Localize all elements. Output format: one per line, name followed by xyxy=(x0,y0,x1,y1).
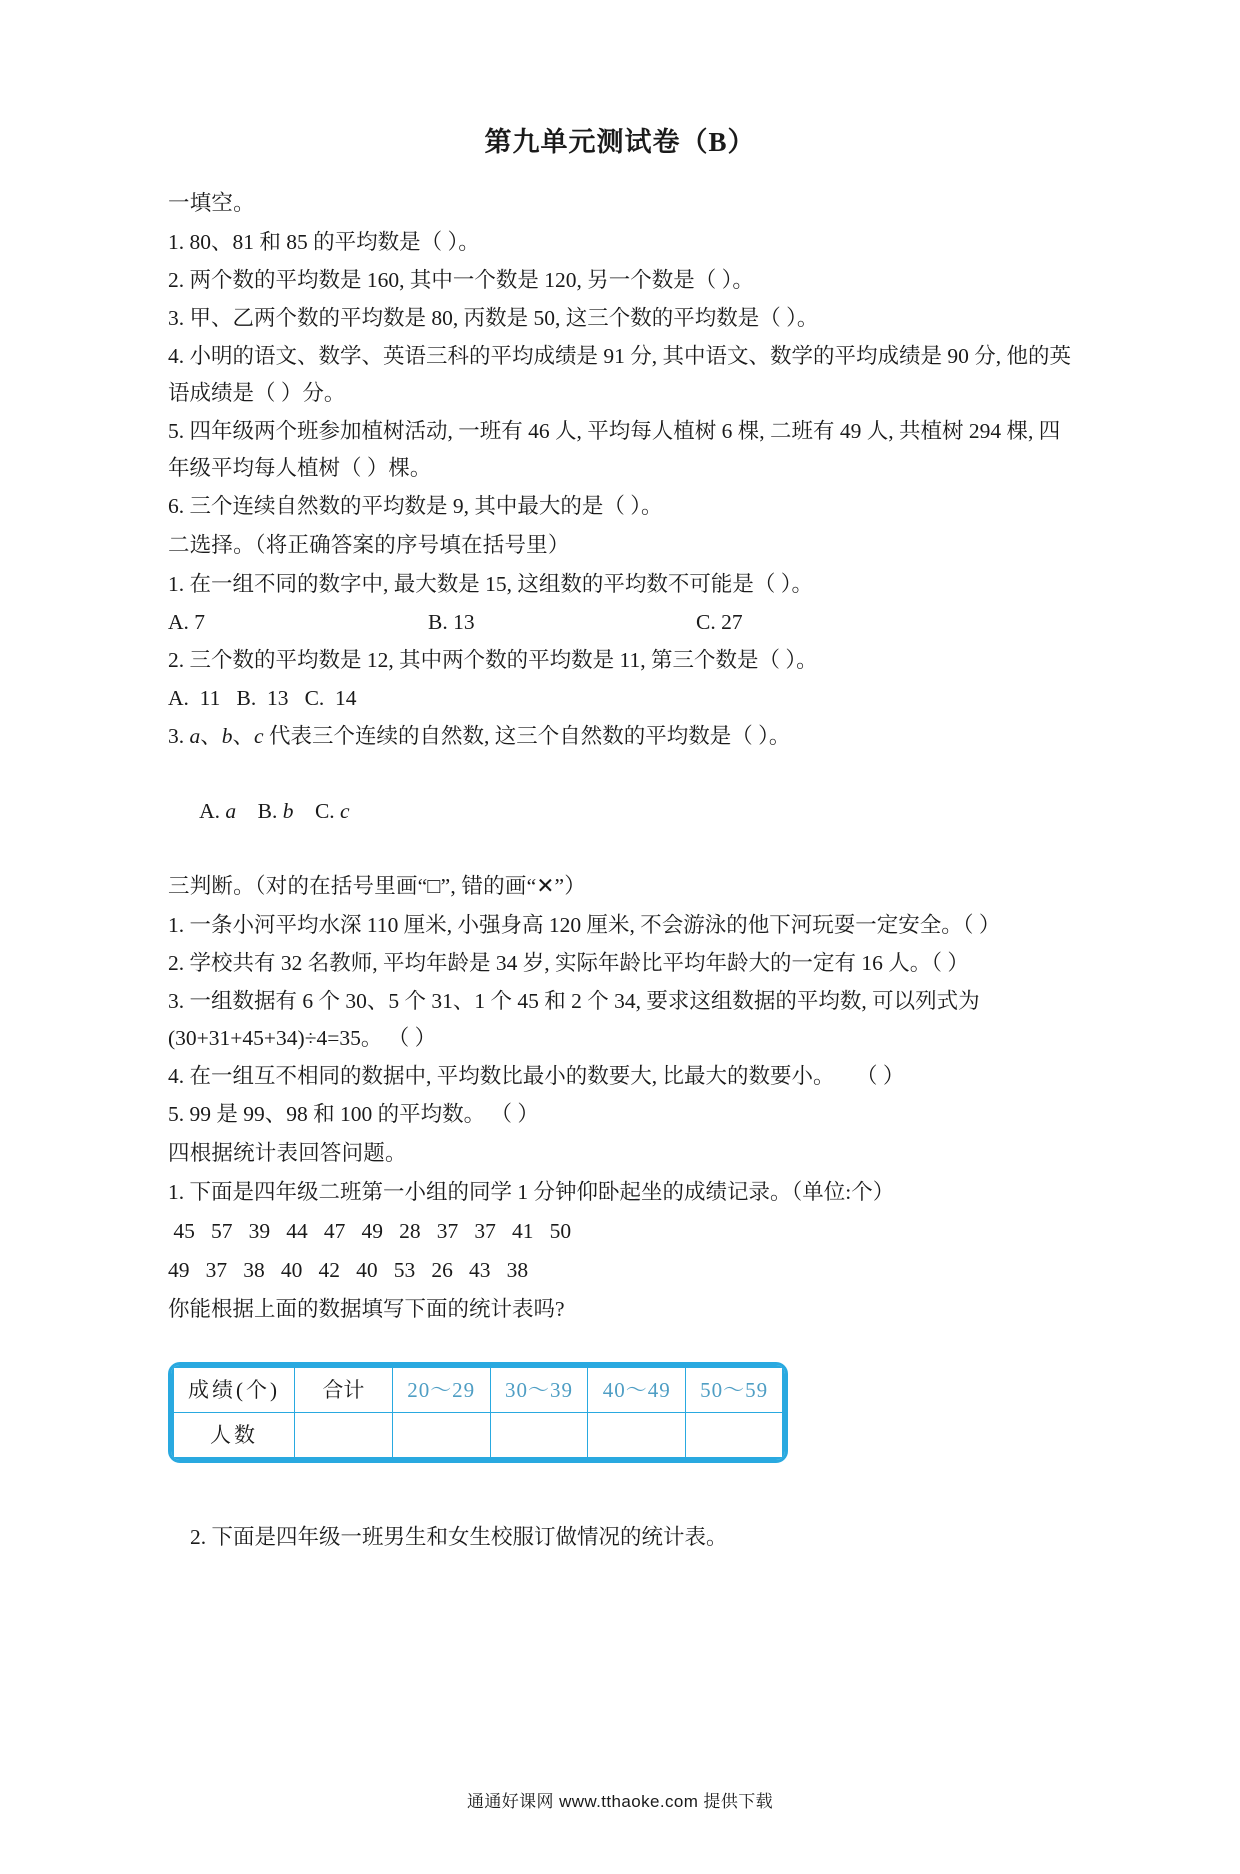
choice-3-option-b-value: b xyxy=(282,798,294,823)
fill-item-1: 1. 80、81 和 85 的平均数是（ ）。 xyxy=(168,229,480,254)
judge-item-1: 1. 一条小河平均水深 110 厘米, 小强身高 120 厘米, 不会游泳的他下河玩耍一定安全。（ ） xyxy=(168,913,1001,938)
table-header-score: 成绩(个) xyxy=(173,1367,295,1413)
choice-1-option-a[interactable]: A. 7 xyxy=(168,609,206,634)
table-header-total: 合计 xyxy=(295,1367,393,1413)
choice-3-var-c: c xyxy=(254,723,264,748)
table-cell-40-49[interactable] xyxy=(588,1413,686,1459)
statistics-table-wrap xyxy=(168,1362,1072,1475)
worksheet-content xyxy=(168,185,1072,1556)
table-cell-50-59[interactable] xyxy=(686,1413,784,1459)
choice-item-3 xyxy=(168,718,1072,755)
stats-question-2: 2. 下面是四年级一班男生和女生校服订做情况的统计表。 xyxy=(190,1525,728,1550)
section-heading-judge: 三判断。（对的在括号里画“□”, 错的画“✕”） xyxy=(168,874,586,899)
stats-data-row-1: 45 57 39 44 47 49 28 37 37 41 50 xyxy=(168,1219,572,1244)
table-header-range-30-39: 30～39 xyxy=(490,1367,588,1413)
choice-item-1-options xyxy=(168,604,1072,641)
judge-item-2: 2. 学校共有 32 名教师, 平均年龄是 34 岁, 实际年龄比平均年龄大的一定有 16 人。（ ） xyxy=(168,951,969,976)
table-header-range-40-49: 40～49 xyxy=(588,1367,686,1413)
choice-item-3-options[interactable] xyxy=(168,756,1072,867)
section-heading-stats: 四根据统计表回答问题。 xyxy=(168,1141,407,1166)
table-row-label-count: 人数 xyxy=(173,1413,295,1459)
worksheet-page xyxy=(0,120,1240,1874)
choice-3-option-b-label: B. xyxy=(236,798,283,823)
choice-item-2-options[interactable]: A. 11 B. 13 C. 14 xyxy=(168,685,357,710)
table-row xyxy=(173,1413,784,1459)
statistics-table-border xyxy=(168,1362,788,1463)
judge-item-5: 5. 99 是 99、98 和 100 的平均数。 （ ） xyxy=(168,1102,539,1127)
stats-data-row-2: 49 37 38 40 42 40 53 26 43 38 xyxy=(168,1258,529,1283)
stats-question-1: 1. 下面是四年级二班第一小组的同学 1 分钟仰卧起坐的成绩记录。（单位:个） xyxy=(168,1180,895,1205)
choice-3-part-num: 3. xyxy=(168,723,190,748)
table-cell-30-39[interactable] xyxy=(490,1413,588,1459)
section-heading-fill: 一填空。 xyxy=(168,191,255,215)
choice-3-option-a-value: a xyxy=(225,798,237,823)
table-cell-20-29[interactable] xyxy=(392,1413,490,1459)
fill-item-2: 2. 两个数的平均数是 160, 其中一个数是 120, 另一个数是（ ）。 xyxy=(168,267,754,292)
stats-prompt: 你能根据上面的数据填写下面的统计表吗? xyxy=(168,1297,565,1322)
judge-item-4: 4. 在一组互不相同的数据中, 平均数比最小的数要大, 比最大的数要小。 （ ） xyxy=(168,1064,905,1089)
choice-item-1: 1. 在一组不同的数字中, 最大数是 15, 这组数的平均数不可能是（ ）。 xyxy=(168,571,814,596)
page-title: 第九单元测试卷（B） xyxy=(484,127,756,157)
choice-3-sep-1: 、 xyxy=(200,723,222,748)
table-cell-total[interactable] xyxy=(295,1413,393,1459)
fill-item-3: 3. 甲、乙两个数的平均数是 80, 丙数是 50, 这三个数的平均数是（ ）。 xyxy=(168,305,819,330)
table-header-range-50-59: 50～59 xyxy=(686,1367,784,1413)
choice-3-sep-2: 、 xyxy=(232,723,255,748)
page-footer: 通通好课网 www.tthaoke.com 提供下载 xyxy=(466,1792,774,1811)
table-header-row xyxy=(173,1367,784,1413)
choice-1-option-b[interactable]: B. 13 xyxy=(428,609,475,634)
choice-1-option-c[interactable]: C. 27 xyxy=(696,609,743,634)
choice-3-option-a-label: A. xyxy=(199,798,226,823)
judge-item-3: 3. 一组数据有 6 个 30、5 个 31、1 个 45 和 2 个 34, 要求这组数据的平均数, 可以列式为 (30+31+45+34)÷4=35。 （ ） xyxy=(168,989,980,1051)
choice-3-tail: 代表三个连续的自然数, 这三个自然数的平均数是（ ）。 xyxy=(263,723,791,748)
fill-item-5: 5. 四年级两个班参加植树活动, 一班有 46 人, 平均每人植树 6 棵, 二班有 49 人, 共植树 294 棵, 四年级平均每人植树（ ）棵。 xyxy=(168,418,1061,480)
choice-3-var-b: b xyxy=(221,723,233,748)
choice-item-2: 2. 三个数的平均数是 12, 其中两个数的平均数是 11, 第三个数是（ ）。 xyxy=(168,647,818,672)
table-header-range-20-29: 20～29 xyxy=(392,1367,490,1413)
section-heading-choice: 二选择。（将正确答案的序号填在括号里） xyxy=(168,532,570,557)
choice-3-option-c-label: C. xyxy=(293,798,341,823)
fill-item-4: 4. 小明的语文、数学、英语三科的平均成绩是 91 分, 其中语文、数学的平均成绩是 90 分, 他的英语成绩是（ ）分。 xyxy=(168,343,1072,405)
statistics-table[interactable] xyxy=(171,1365,785,1460)
choice-3-var-a: a xyxy=(189,723,201,748)
choice-3-option-c-value: c xyxy=(340,798,350,823)
fill-item-6: 6. 三个连续自然数的平均数是 9, 其中最大的是（ ）。 xyxy=(168,493,663,518)
